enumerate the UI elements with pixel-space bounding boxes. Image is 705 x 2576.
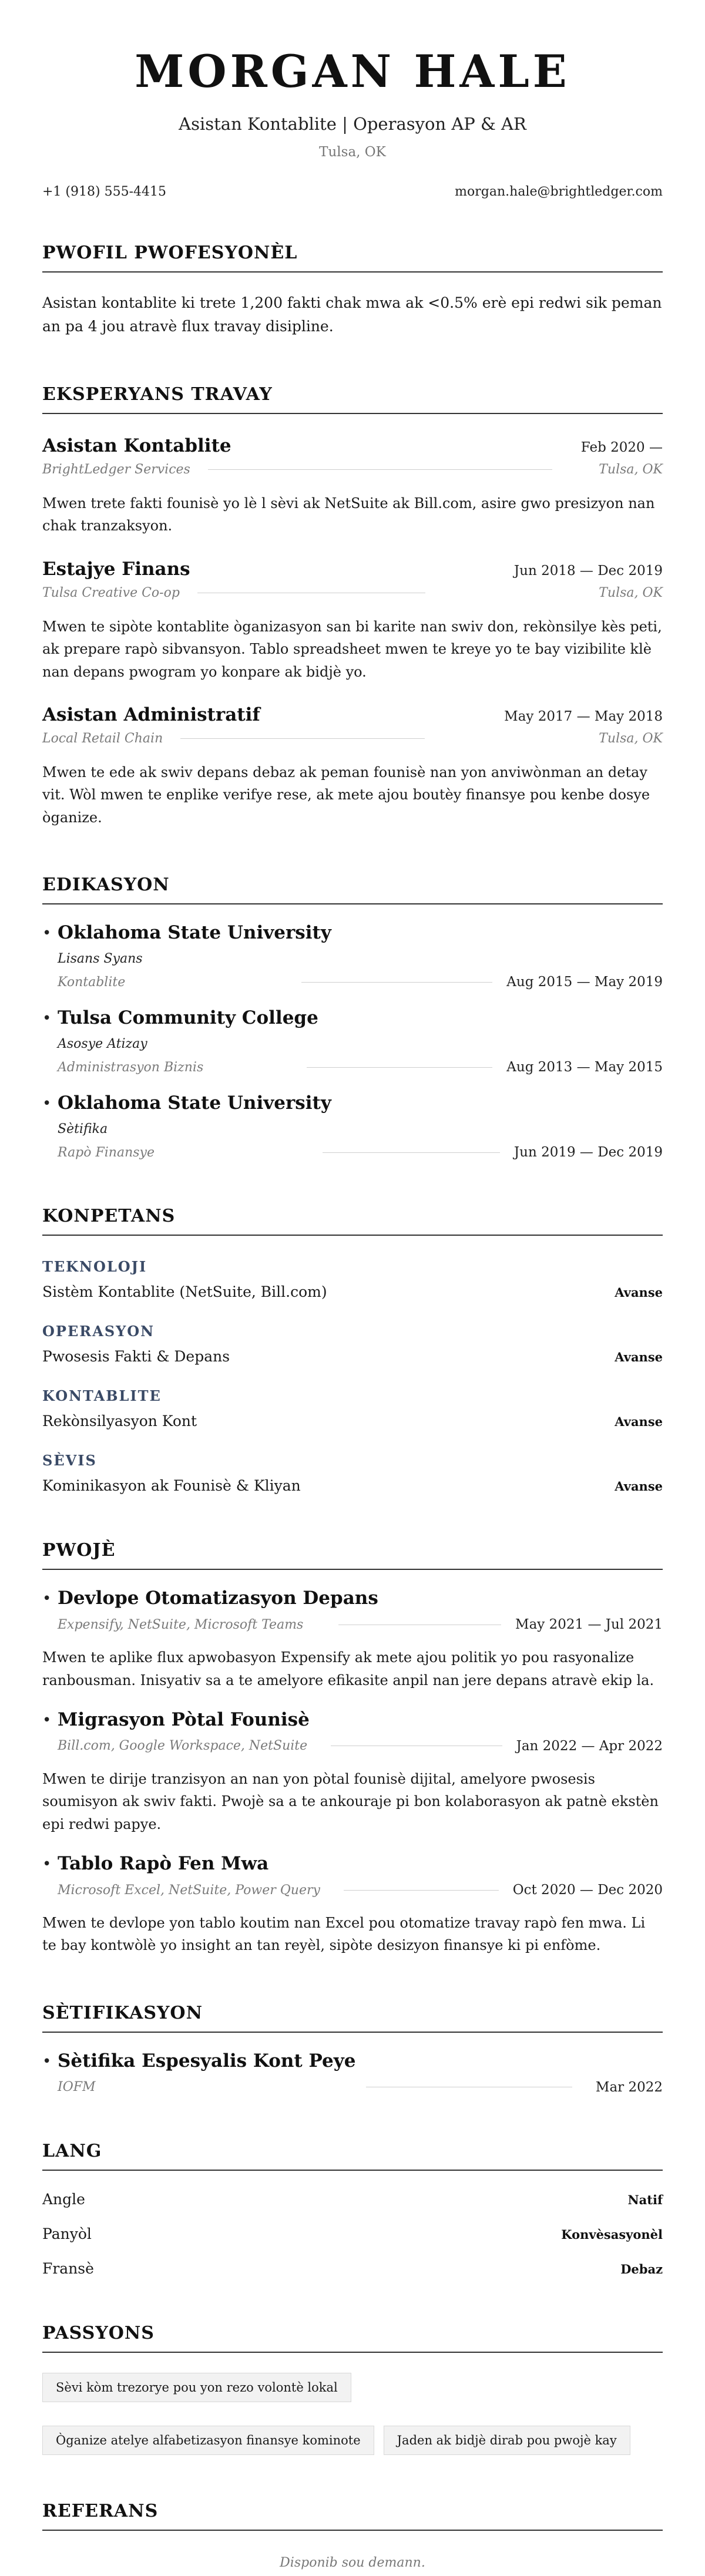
degree-name: Lisans Syans <box>58 951 143 967</box>
project-item <box>42 1709 663 1835</box>
skills-section <box>42 1206 663 1494</box>
divider-line <box>307 1067 492 1068</box>
field-of-study: Administrasyon Biznis <box>58 1060 204 1075</box>
section-title: REFERANS <box>42 2501 663 2531</box>
education-item <box>42 1092 663 1160</box>
phone-number[interactable]: +1 (918) 555-4415 <box>42 184 166 199</box>
skill-group <box>42 1323 663 1365</box>
skill-category: SÈVIS <box>42 1452 97 1469</box>
candidate-location: Tulsa, OK <box>319 144 386 160</box>
divider-line <box>344 1890 499 1891</box>
certification-item <box>42 2050 663 2095</box>
divider-line <box>208 469 552 470</box>
job-description: Mwen trete fakti founisè yo lè l sèvi ak NetSuite ak Bill.com, asire gwo presizyon nan chak tranzaksyon. <box>42 495 655 534</box>
skill-level: Avanse <box>615 1285 663 1300</box>
section-title: SÈTIFIKASYON <box>42 2003 663 2033</box>
interest-tag: Sèvi kòm trezorye pou yon rezo volontè lokal <box>42 2373 351 2402</box>
section-title: PASSYONS <box>42 2323 663 2353</box>
project-tools: Bill.com, Google Workspace, NetSuite <box>58 1738 308 1754</box>
section-title: PWOFIL PWOFESYONÈL <box>42 243 663 273</box>
field-of-study: Rapò Finansye <box>58 1145 155 1160</box>
section-title: LANG <box>42 2141 663 2171</box>
project-description: Mwen te aplike flux apwobasyon Expensify ak mete ajou politik yo pou rasyonalize ranbousman. Inisyativ sa a te amelyore efikasite anpil nan jere depans atravè ekip la. <box>42 1649 654 1689</box>
field-of-study: Kontablite <box>58 974 126 990</box>
job-location: Tulsa, OK <box>599 731 663 746</box>
job-dates: Jun 2018 — Dec 2019 <box>513 563 663 579</box>
project-name: Tablo Rapò Fen Mwa <box>58 1853 269 1875</box>
project-description: Mwen te devlope yon tablo koutim nan Excel pou otomatize travay rapò fen mwa. Li te bay kontwòlè yo insight an tan reyèl, sipòte desizyon finansye ki pi enfòme. <box>42 1915 646 1954</box>
company-name: BrightLedger Services <box>42 462 190 477</box>
project-item <box>42 1588 663 1691</box>
language-item <box>42 2191 663 2208</box>
certifications-section <box>42 2003 663 2095</box>
skill-group <box>42 1452 663 1494</box>
skill-group <box>42 1387 663 1430</box>
project-description: Mwen te dirije tranzisyon an nan yon pòtal founisè dijital, amelyore pwosesis soumisyon ak swiv fakti. Pwojè sa a te ankouraje pi bon kolaborasyon ak patnè ekstèn epi redwi papye. <box>42 1770 659 1832</box>
skill-name: Rekònsilyasyon Kont <box>42 1413 197 1430</box>
job-location: Tulsa, OK <box>599 585 663 600</box>
project-dates: Oct 2020 — Dec 2020 <box>512 1882 663 1898</box>
bullet-icon: • <box>42 1590 52 1608</box>
project-item <box>42 1853 663 1957</box>
job-title: Asistan Administratif <box>42 704 260 725</box>
section-title: EKSPERYANS TRAVAY <box>42 384 663 414</box>
bullet-icon: • <box>42 2052 52 2070</box>
project-dates: May 2021 — Jul 2021 <box>515 1617 663 1633</box>
bullet-icon: • <box>42 1010 52 1028</box>
email-address[interactable]: morgan.hale@brightledger.com <box>455 184 663 199</box>
bullet-icon: • <box>42 1095 52 1113</box>
degree-name: Asosye Atizay <box>58 1037 147 1052</box>
divider-line <box>301 982 492 983</box>
company-name: Local Retail Chain <box>42 731 163 746</box>
school-name: Oklahoma State University <box>58 1092 331 1114</box>
bullet-icon: • <box>42 924 52 943</box>
contact-row <box>42 184 663 199</box>
interest-tag: Jaden ak bidjè dirab pou pwojè kay <box>384 2426 630 2455</box>
job-title: Estajye Finans <box>42 558 190 580</box>
project-tools: Expensify, NetSuite, Microsoft Teams <box>58 1617 304 1632</box>
degree-name: Sètifika <box>58 1122 108 1137</box>
job-location: Tulsa, OK <box>599 462 663 477</box>
job-description: Mwen te sipòte kontablite òganizasyon san bi karite nan swiv don, rekònsilye kès peti, ak prepare rapò sibvansyon. Tablo spreadsheet mwen te kreye yo te bay vizibilite klè nan depans pwogram yo konpare ak bidjè yo. <box>42 618 662 680</box>
interest-tag: Òganize atelye alfabetizasyon finansye kominote <box>42 2426 374 2455</box>
references-text: Disponib sou demann. <box>280 2555 425 2570</box>
experience-section <box>42 384 663 829</box>
experience-item <box>42 559 663 683</box>
education-dates: Jun 2019 — Dec 2019 <box>513 1145 663 1161</box>
experience-item <box>42 704 663 829</box>
job-dates: May 2017 — May 2018 <box>504 708 663 724</box>
certification-date: Mar 2022 <box>595 2079 663 2095</box>
section-title: EDIKASYON <box>42 875 663 904</box>
skill-name: Sistèm Kontablite (NetSuite, Bill.com) <box>42 1283 327 1301</box>
education-item <box>42 922 663 990</box>
language-item <box>42 2225 663 2242</box>
language-name: Panyòl <box>42 2225 92 2242</box>
school-name: Tulsa Community College <box>58 1007 318 1029</box>
language-level: Konvèsasyonèl <box>561 2227 663 2242</box>
education-item <box>42 1007 663 1075</box>
school-name: Oklahoma State University <box>58 922 331 944</box>
skill-level: Avanse <box>615 1350 663 1365</box>
job-title: Asistan Kontablite <box>42 435 231 456</box>
skill-name: Kominikasyon ak Founisè & Kliyan <box>42 1477 301 1495</box>
job-dates: Feb 2020 — <box>580 440 663 455</box>
section-title: PWOJÈ <box>42 1540 663 1570</box>
candidate-title: Asistan Kontablite | Operasyon AP & AR <box>179 114 526 134</box>
job-description: Mwen te ede ak swiv depans debaz ak peman founisè nan yon anviwònman an detay vit. Wòl mwen te enplike verifye rese, ak mete ajou boutèy finansye pou kenbe dosye òganize. <box>42 764 650 826</box>
skill-category: OPERASYON <box>42 1323 155 1340</box>
certification-name: Sètifika Espesyalis Kont Peye <box>58 2050 356 2071</box>
candidate-name: MORGAN HALE <box>135 45 570 97</box>
profile-section <box>42 243 663 338</box>
skill-level: Avanse <box>615 1414 663 1430</box>
project-name: Migrasyon Pòtal Founisè <box>58 1709 310 1730</box>
skill-level: Avanse <box>615 1479 663 1494</box>
education-dates: Aug 2013 — May 2015 <box>506 1060 663 1075</box>
project-tools: Microsoft Excel, NetSuite, Power Query <box>58 1882 320 1898</box>
language-name: Angle <box>42 2190 85 2208</box>
interest-tags <box>42 2373 663 2455</box>
resume-header <box>42 45 663 160</box>
skill-category: KONTABLITE <box>42 1387 162 1405</box>
projects-section <box>42 1540 663 1957</box>
profile-summary: Asistan kontablite ki trete 1,200 fakti chak mwa ak <0.5% erè epi redwi sik peman an pa 4 jou atravè flux travay disipline. <box>42 294 662 335</box>
skill-category: TEKNOLOJI <box>42 1258 147 1276</box>
divider-line <box>180 738 425 739</box>
language-level: Debaz <box>620 2261 663 2276</box>
certification-issuer: IOFM <box>58 2080 96 2095</box>
interests-section <box>42 2323 663 2455</box>
bullet-icon: • <box>42 1855 52 1874</box>
education-section <box>42 875 663 1160</box>
language-level: Natif <box>627 2192 663 2207</box>
education-dates: Aug 2015 — May 2019 <box>506 974 663 990</box>
company-name: Tulsa Creative Co-op <box>42 585 180 600</box>
section-title: KONPETANS <box>42 1206 663 1236</box>
skill-name: Pwosesis Fakti & Depans <box>42 1348 230 1366</box>
language-name: Fransè <box>42 2259 94 2277</box>
language-item <box>42 2260 663 2277</box>
bullet-icon: • <box>42 1711 52 1729</box>
experience-item <box>42 435 663 537</box>
languages-section <box>42 2141 663 2277</box>
skill-group <box>42 1258 663 1300</box>
project-dates: Jan 2022 — Apr 2022 <box>516 1738 663 1754</box>
divider-line <box>323 1152 500 1153</box>
project-name: Devlope Otomatizasyon Depans <box>58 1588 378 1609</box>
references-section <box>42 2501 663 2570</box>
